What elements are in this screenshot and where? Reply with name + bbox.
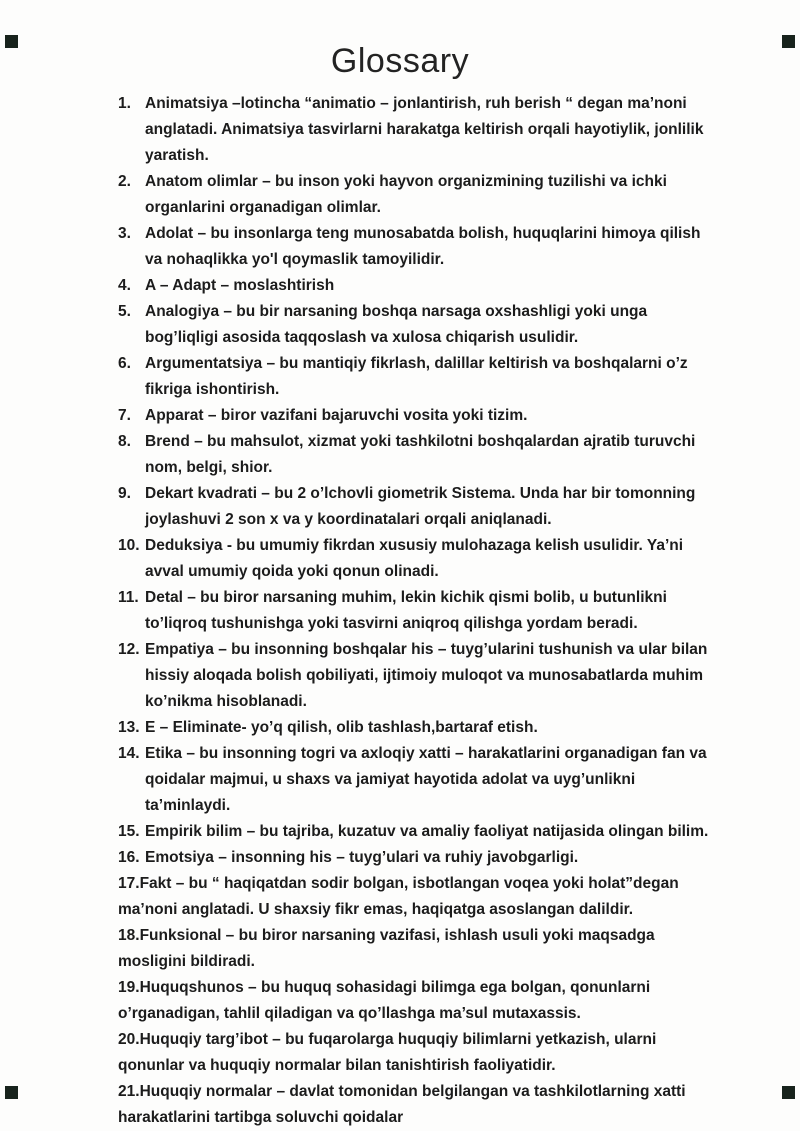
item-text: Adolat – bu insonlarga teng munosabatda bolish, huquqlarini himoya qilish va nohaqlikka yo'l qoymaslik tamoyilidir. xyxy=(145,225,701,268)
glossary-item xyxy=(118,91,710,169)
glossary-item xyxy=(118,299,710,351)
item-text: Empirik bilim – bu tajriba, kuzatuv va amaliy faoliyat natijasida olingan bilim. xyxy=(145,823,709,840)
glossary-item xyxy=(118,1027,710,1079)
item-text: Detal – bu biror narsaning muhim, lekin kichik qismi bolib, u butunlikni to’liqroq tushunishga yoki tasvirni aniqroq qilishga yordam beradi. xyxy=(145,589,667,632)
item-number: 4. xyxy=(118,277,131,294)
item-text: Fakt – bu “ haqiqatdan sodir bolgan, isbotlangan voqea yoki holat”degan ma’noni anglatadi. U shaxsiy fikr emas, haqiqatga asoslangan dalildir. xyxy=(118,875,679,918)
corner-mark-bottom-right xyxy=(782,1086,795,1099)
corner-mark-top-right xyxy=(782,35,795,48)
item-number: 12. xyxy=(118,641,140,658)
glossary-item xyxy=(118,845,710,871)
item-text: Anatom olimlar – bu inson yoki hayvon organizmining tuzilishi va ichki organlarini organadigan olimlar. xyxy=(145,173,667,216)
glossary-item xyxy=(118,819,710,845)
item-number: 3. xyxy=(118,225,131,242)
item-number: 15. xyxy=(118,823,140,840)
item-number: 20. xyxy=(118,1031,140,1048)
item-text: Huquqshunos – bu huquq sohasidagi bilimga ega bolgan, qonunlarni o’rganadigan, tahlil qiladigan va qo’llashga ma’sul mutaxassis. xyxy=(118,979,651,1022)
glossary-item xyxy=(118,975,710,1027)
glossary-item xyxy=(118,403,710,429)
item-number: 16. xyxy=(118,849,140,866)
item-text: Etika – bu insonning togri va axloqiy xatti – harakatlarini organadigan fan va qoidalar majmui, u shaxs va jamiyat hayotida adolat va uyg’unlikni ta’minlaydi. xyxy=(145,745,707,814)
item-number: 10. xyxy=(118,537,140,554)
item-number: 9. xyxy=(118,485,131,502)
glossary-item xyxy=(118,923,710,975)
page-title: Glossary xyxy=(330,42,470,80)
glossary-item xyxy=(118,351,710,403)
item-text: Empatiya – bu insonning boshqalar his – tuyg’ularini tushunish va ular bilan hissiy aloqada bolish qobiliyati, ijtimoiy muloqot va munosabatlarda muhim ko’nikma hisoblanadi. xyxy=(145,641,708,710)
item-number: 8. xyxy=(118,433,131,450)
item-text: Analogiya – bu bir narsaning boshqa narsaga oxshashligi yoki unga bog’liqligi asosida taqqoslash va xulosa chiqarish usulidir. xyxy=(145,303,648,346)
item-number: 13. xyxy=(118,719,140,736)
item-number: 21. xyxy=(118,1083,140,1100)
item-number: 11. xyxy=(118,589,139,606)
glossary-item xyxy=(118,169,710,221)
item-text: Deduksiya - bu umumiy fikrdan xususiy mulohazaga kelish usulidir. Ya’ni avval umumiy qoida yoki qonun olinadi. xyxy=(145,537,684,580)
corner-mark-bottom-left xyxy=(5,1086,18,1099)
corner-mark-top-left xyxy=(5,35,18,48)
glossary-list xyxy=(0,91,800,1131)
glossary-item xyxy=(118,871,710,923)
item-text: A – Adapt – moslashtirish xyxy=(145,277,335,294)
glossary-item xyxy=(118,221,710,273)
item-number: 14. xyxy=(118,745,140,762)
item-number: 2. xyxy=(118,173,131,190)
item-text: Huquqiy normalar – davlat tomonidan belgilangan va tashkilotlarning xatti harakatlarini tartibga soluvchi qoidalar xyxy=(118,1083,686,1126)
glossary-item xyxy=(118,273,710,299)
item-text: Animatsiya –lotincha “animatio – jonlantirish, ruh berish “ degan ma’noni anglatadi. Animatsiya tasvirlarni harakatga keltirish orqali hayotiylik, jonlilik yaratish. xyxy=(145,95,704,164)
glossary-item xyxy=(118,533,710,585)
glossary-item xyxy=(118,715,710,741)
item-text: Funksional – bu biror narsaning vazifasi, ishlash usuli yoki maqsadga mosligini bildiradi. xyxy=(118,927,655,970)
glossary-item xyxy=(118,741,710,819)
item-text: Emotsiya – insonning his – tuyg’ulari va ruhiy javobgarligi. xyxy=(145,849,579,866)
item-text: E – Eliminate- yo’q qilish, olib tashlash,bartaraf etish. xyxy=(145,719,538,736)
glossary-item xyxy=(118,1079,710,1131)
glossary-item xyxy=(118,585,710,637)
item-number: 17. xyxy=(118,875,140,892)
item-text: Apparat – biror vazifani bajaruvchi vosita yoki tizim. xyxy=(145,407,528,424)
item-text: Brend – bu mahsulot, xizmat yoki tashkilotni boshqalardan ajratib turuvchi nom, belgi, shior. xyxy=(145,433,696,476)
glossary-item xyxy=(118,429,710,481)
item-number: 6. xyxy=(118,355,131,372)
glossary-item xyxy=(118,637,710,715)
item-text: Huquqiy targ’ibot – bu fuqarolarga huquqiy bilimlarni yetkazish, ularni qonunlar va huquqiy normalar bilan tanishtirish faoliyatidir. xyxy=(118,1031,657,1074)
item-number: 1. xyxy=(118,95,131,112)
item-number: 18. xyxy=(118,927,140,944)
item-number: 7. xyxy=(118,407,131,424)
item-text: Dekart kvadrati – bu 2 o’lchovli giometrik Sistema. Unda har bir tomonning joylashuvi 2 son x va y koordinatalari orqali aniqlanadi. xyxy=(145,485,696,528)
item-text: Argumentatsiya – bu mantiqiy fikrlash, dalillar keltirish va boshqalarni o’z fikriga ishontirish. xyxy=(145,355,688,398)
item-number: 5. xyxy=(118,303,131,320)
glossary-item xyxy=(118,481,710,533)
item-number: 19. xyxy=(118,979,140,996)
